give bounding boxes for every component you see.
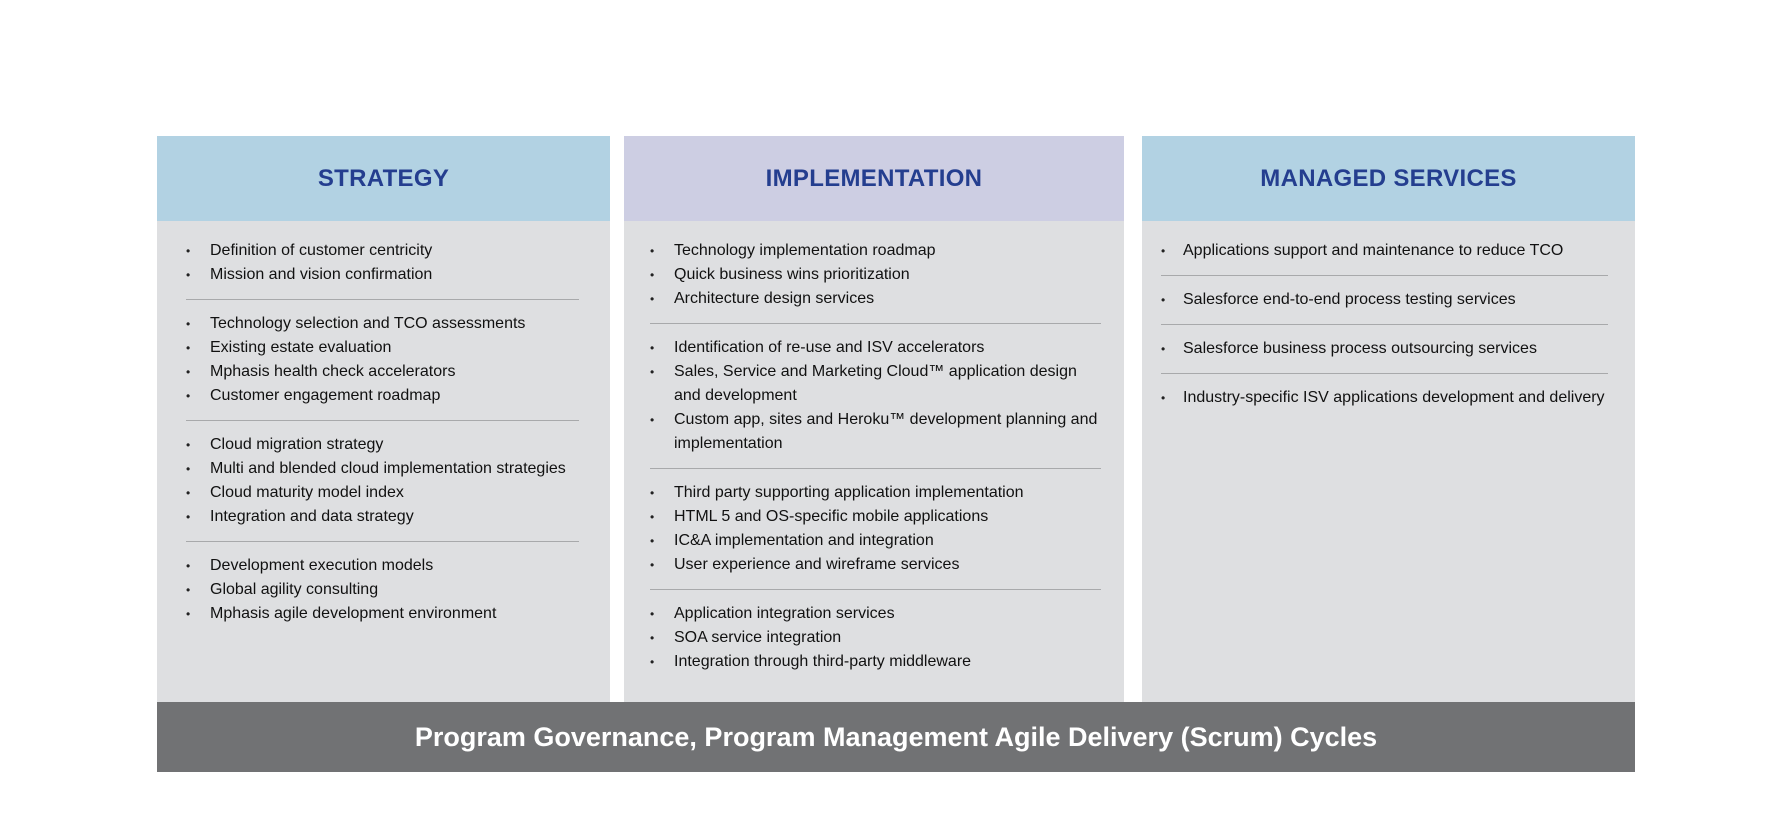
managed-services-group (1161, 373, 1608, 422)
strategy-groups (186, 221, 579, 638)
list-item: • Integration and data strategy (186, 505, 579, 529)
implementation-title: IMPLEMENTATION (765, 164, 983, 192)
managed-services-group (1161, 239, 1608, 275)
strategy-group (186, 239, 579, 299)
implementation-group (650, 468, 1101, 589)
list-item: • Industry-specific ISV applications development and delivery (1161, 386, 1608, 410)
implementation-groups (650, 221, 1101, 686)
list-item: • Mission and vision confirmation (186, 263, 579, 287)
list-item: • Custom app, sites and Heroku™ development planning and implementation (650, 408, 1101, 456)
implementation-group (650, 239, 1101, 323)
list-item: • Existing estate evaluation (186, 336, 579, 360)
implementation-header (624, 136, 1124, 221)
list-item: • Development execution models (186, 554, 579, 578)
list-item: • Sales, Service and Marketing Cloud™ application design and development (650, 360, 1101, 408)
managed-services-header (1142, 136, 1635, 221)
list-item: • Integration through third-party middleware (650, 650, 1101, 674)
managed-services-group (1161, 275, 1608, 324)
list-item: • Application integration services (650, 602, 1101, 626)
list-item: • Mphasis agile development environment (186, 602, 579, 626)
list-item: • Third party supporting application implementation (650, 481, 1101, 505)
strategy-group (186, 541, 579, 638)
managed-services-group (1161, 324, 1608, 373)
managed-services-column (1142, 136, 1635, 702)
list-item: • Technology selection and TCO assessments (186, 312, 579, 336)
list-item: • Salesforce business process outsourcing services (1161, 337, 1608, 361)
list-item: • Mphasis health check accelerators (186, 360, 579, 384)
list-item: • Applications support and maintenance to reduce TCO (1161, 239, 1608, 263)
list-item: • Technology implementation roadmap (650, 239, 1101, 263)
implementation-group (650, 589, 1101, 686)
list-item: • Multi and blended cloud implementation strategies (186, 457, 579, 481)
strategy-group (186, 420, 579, 541)
list-item: • HTML 5 and OS-specific mobile applications (650, 505, 1101, 529)
strategy-title: STRATEGY (317, 164, 450, 192)
governance-footer-text: Program Governance, Program Management Agile Delivery (Scrum) Cycles (414, 721, 1378, 752)
governance-footer-band (157, 702, 1635, 772)
services-board (157, 136, 1635, 772)
list-item: • Quick business wins prioritization (650, 263, 1101, 287)
managed-services-groups (1161, 221, 1608, 422)
list-item: • Cloud maturity model index (186, 481, 579, 505)
list-item: • Cloud migration strategy (186, 433, 579, 457)
list-item: • User experience and wireframe services (650, 553, 1101, 577)
list-item: • SOA service integration (650, 626, 1101, 650)
strategy-column (157, 136, 610, 702)
implementation-column (624, 136, 1124, 702)
strategy-group (186, 299, 579, 420)
list-item: • IC&A implementation and integration (650, 529, 1101, 553)
list-item: • Global agility consulting (186, 578, 579, 602)
strategy-header (157, 136, 610, 221)
list-item: • Definition of customer centricity (186, 239, 579, 263)
list-item: • Customer engagement roadmap (186, 384, 579, 408)
list-item: • Salesforce end-to-end process testing services (1161, 288, 1608, 312)
implementation-group (650, 323, 1101, 468)
list-item: • Architecture design services (650, 287, 1101, 311)
managed-services-title: MANAGED SERVICES (1260, 164, 1517, 192)
list-item: • Identification of re-use and ISV accelerators (650, 336, 1101, 360)
